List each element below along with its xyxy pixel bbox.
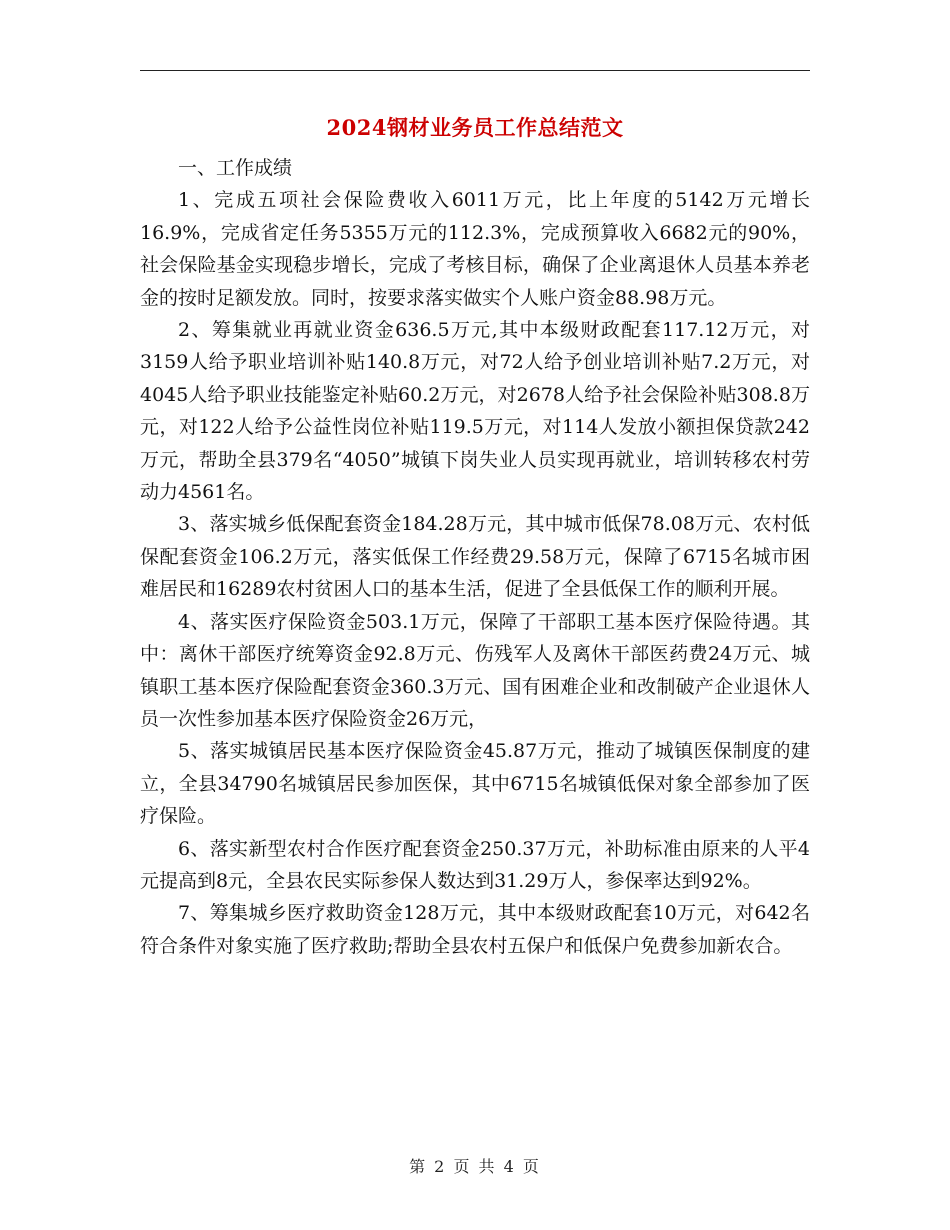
document-body — [140, 152, 810, 962]
paragraph-2: 2、筹集就业再就业资金636.5万元,其中本级财政配套117.12万元，对3159人给予职业培训补贴140.8万元，对72人给予创业培训补贴7.2万元，对4045人给予职业技能鉴定补贴60.2万元，对2678人给予社会保险补贴308.8万元，对122人给予公益性岗位补贴119.5万元，对114人发放小额担保贷款242万元，帮助全县379名“4050”城镇下岗失业人员实现再就业，培训转移农村劳动力4561名。 — [140, 319, 810, 504]
paragraph-6: 6、落实新型农村合作医疗配套资金250.37万元，补助标准由原来的人平4元提高到8元，全县农民实际参保人数达到31.29万人，参保率达到92%。 — [140, 837, 810, 892]
paragraph-1: 1、完成五项社会保险费收入6011万元，比上年度的5142万元增长16.9%，完成省定任务5355万元的112.3%，完成预算收入6682元的90%，社会保险基金实现稳步增长，完成了考核目标，确保了企业离退休人员基本养老金的按时足额发放。同时，按要求落实做实个人账户资金88.98万元。 — [140, 189, 810, 309]
paragraph-7: 7、筹集城乡医疗救助资金128万元，其中本级财政配套10万元，对642名符合条件对象实施了医疗救助;帮助全县农村五保户和低保户免费参加新农合。 — [140, 902, 810, 957]
paragraph-3: 3、落实城乡低保配套资金184.28万元，其中城市低保78.08万元、农村低保配套资金106.2万元，落实低保工作经费29.58万元，保障了6715名城市困难居民和16289农村贫困人口的基本生活，促进了全县低保工作的顺利开展。 — [140, 513, 810, 601]
document-title: 2024钢材业务员工作总结范文 — [326, 115, 624, 140]
section-heading: 一、工作成绩 — [178, 157, 293, 179]
header-rule — [140, 70, 810, 71]
paragraph-4: 4、落实医疗保险资金503.1万元，保障了干部职工基本医疗保险待遇。其中：离休干部医疗统筹资金92.8万元、伤残军人及离休干部医药费24万元、城镇职工基本医疗保险配套资金360.3万元、国有困难企业和改制破产企业退休人员一次性参加基本医疗保险资金26万元， — [140, 610, 810, 730]
page-number-footer: 第 2 页 共 4 页 — [409, 1157, 541, 1176]
paragraph-5: 5、落实城镇居民基本医疗保险资金45.87万元，推动了城镇医保制度的建立，全县34790名城镇居民参加医保，其中6715名城镇低保对象全部参加了医疗保险。 — [140, 740, 810, 828]
